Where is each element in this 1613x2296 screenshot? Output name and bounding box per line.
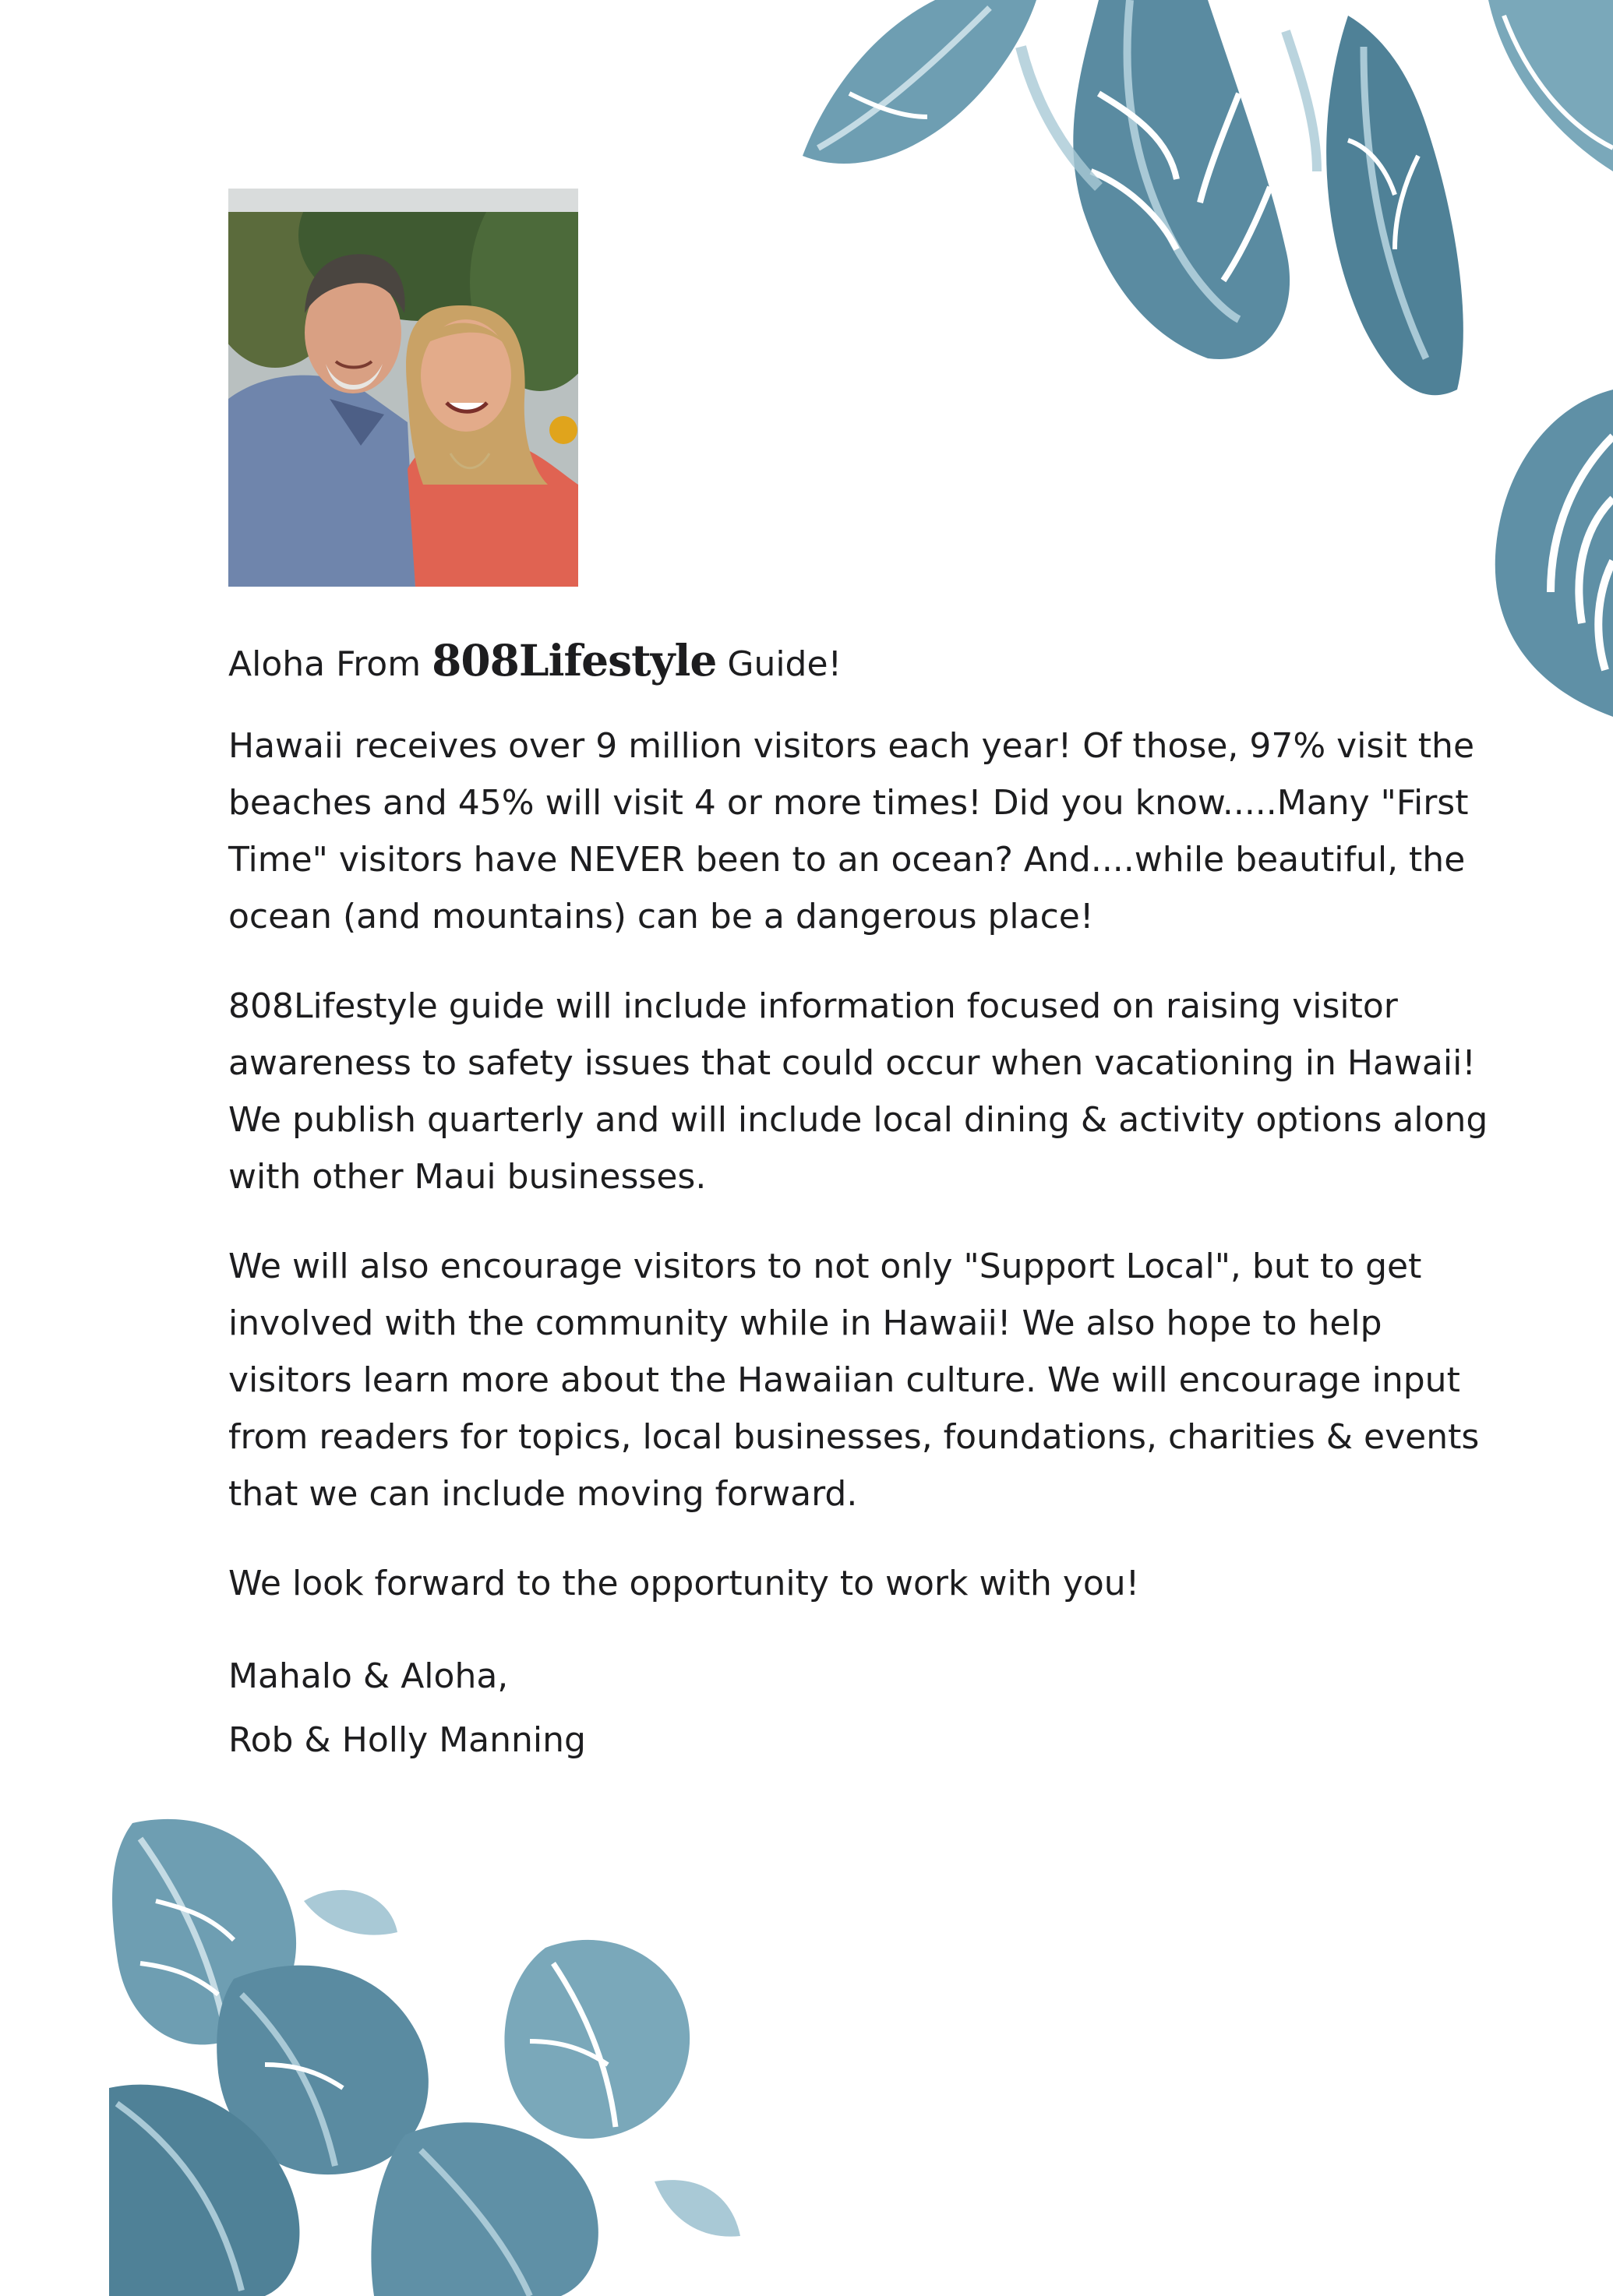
paragraph-line: with other Maui businesses. [228,1157,707,1197]
brand-logotype: 808Lifestyle [432,635,717,686]
greeting-line [228,630,1584,696]
paragraph-line: awareness to safety issues that could occur when vacationing in Hawaii! [228,1043,1476,1083]
paragraph-line: beaches and 45% will visit 4 or more times! Did you know.....Many "First [228,783,1469,823]
salutation: Mahalo & Aloha, [228,1656,509,1696]
paragraph-line: that we can include moving forward. [228,1474,858,1514]
signature-names: Rob & Holly Manning [228,1720,586,1760]
paragraph-guide-purpose [228,978,1584,1205]
paragraph-line: We will also encourage visitors to not only "Support Local", but to get [228,1247,1422,1286]
tropical-leaves-top-decoration [803,0,1613,717]
paragraph-support-local [228,1238,1584,1522]
paragraph-line: visitors learn more about the Hawaiian culture. We will encourage input [228,1360,1460,1400]
greeting-prefix: Aloha From [228,644,422,684]
greeting-suffix: Guide! [727,644,842,684]
paragraph-line: Time" visitors have NEVER been to an ocean? And....while beautiful, the [228,840,1466,880]
letter-body [228,630,1584,1772]
closing-signature [228,1645,1584,1772]
paragraph-line: We publish quarterly and will include local dining & activity options along [228,1100,1488,1140]
paragraph-line: 808Lifestyle guide will include information focused on raising visitor [228,986,1398,1026]
couple-photo [228,189,578,587]
paragraph-line: Hawaii receives over 9 million visitors each year! Of those, 97% visit the [228,726,1475,766]
paragraph-line: involved with the community while in Hawaii! We also hope to help [228,1303,1382,1343]
tropical-leaves-bottom-decoration [109,1808,873,2296]
paragraph-line: We look forward to the opportunity to work with you! [228,1564,1140,1603]
paragraph-visitor-stats [228,718,1584,945]
paragraph-look-forward [228,1555,1584,1612]
paragraph-line: ocean (and mountains) can be a dangerous place! [228,897,1094,936]
paragraph-line: from readers for topics, local businesses, foundations, charities & events [228,1417,1480,1457]
